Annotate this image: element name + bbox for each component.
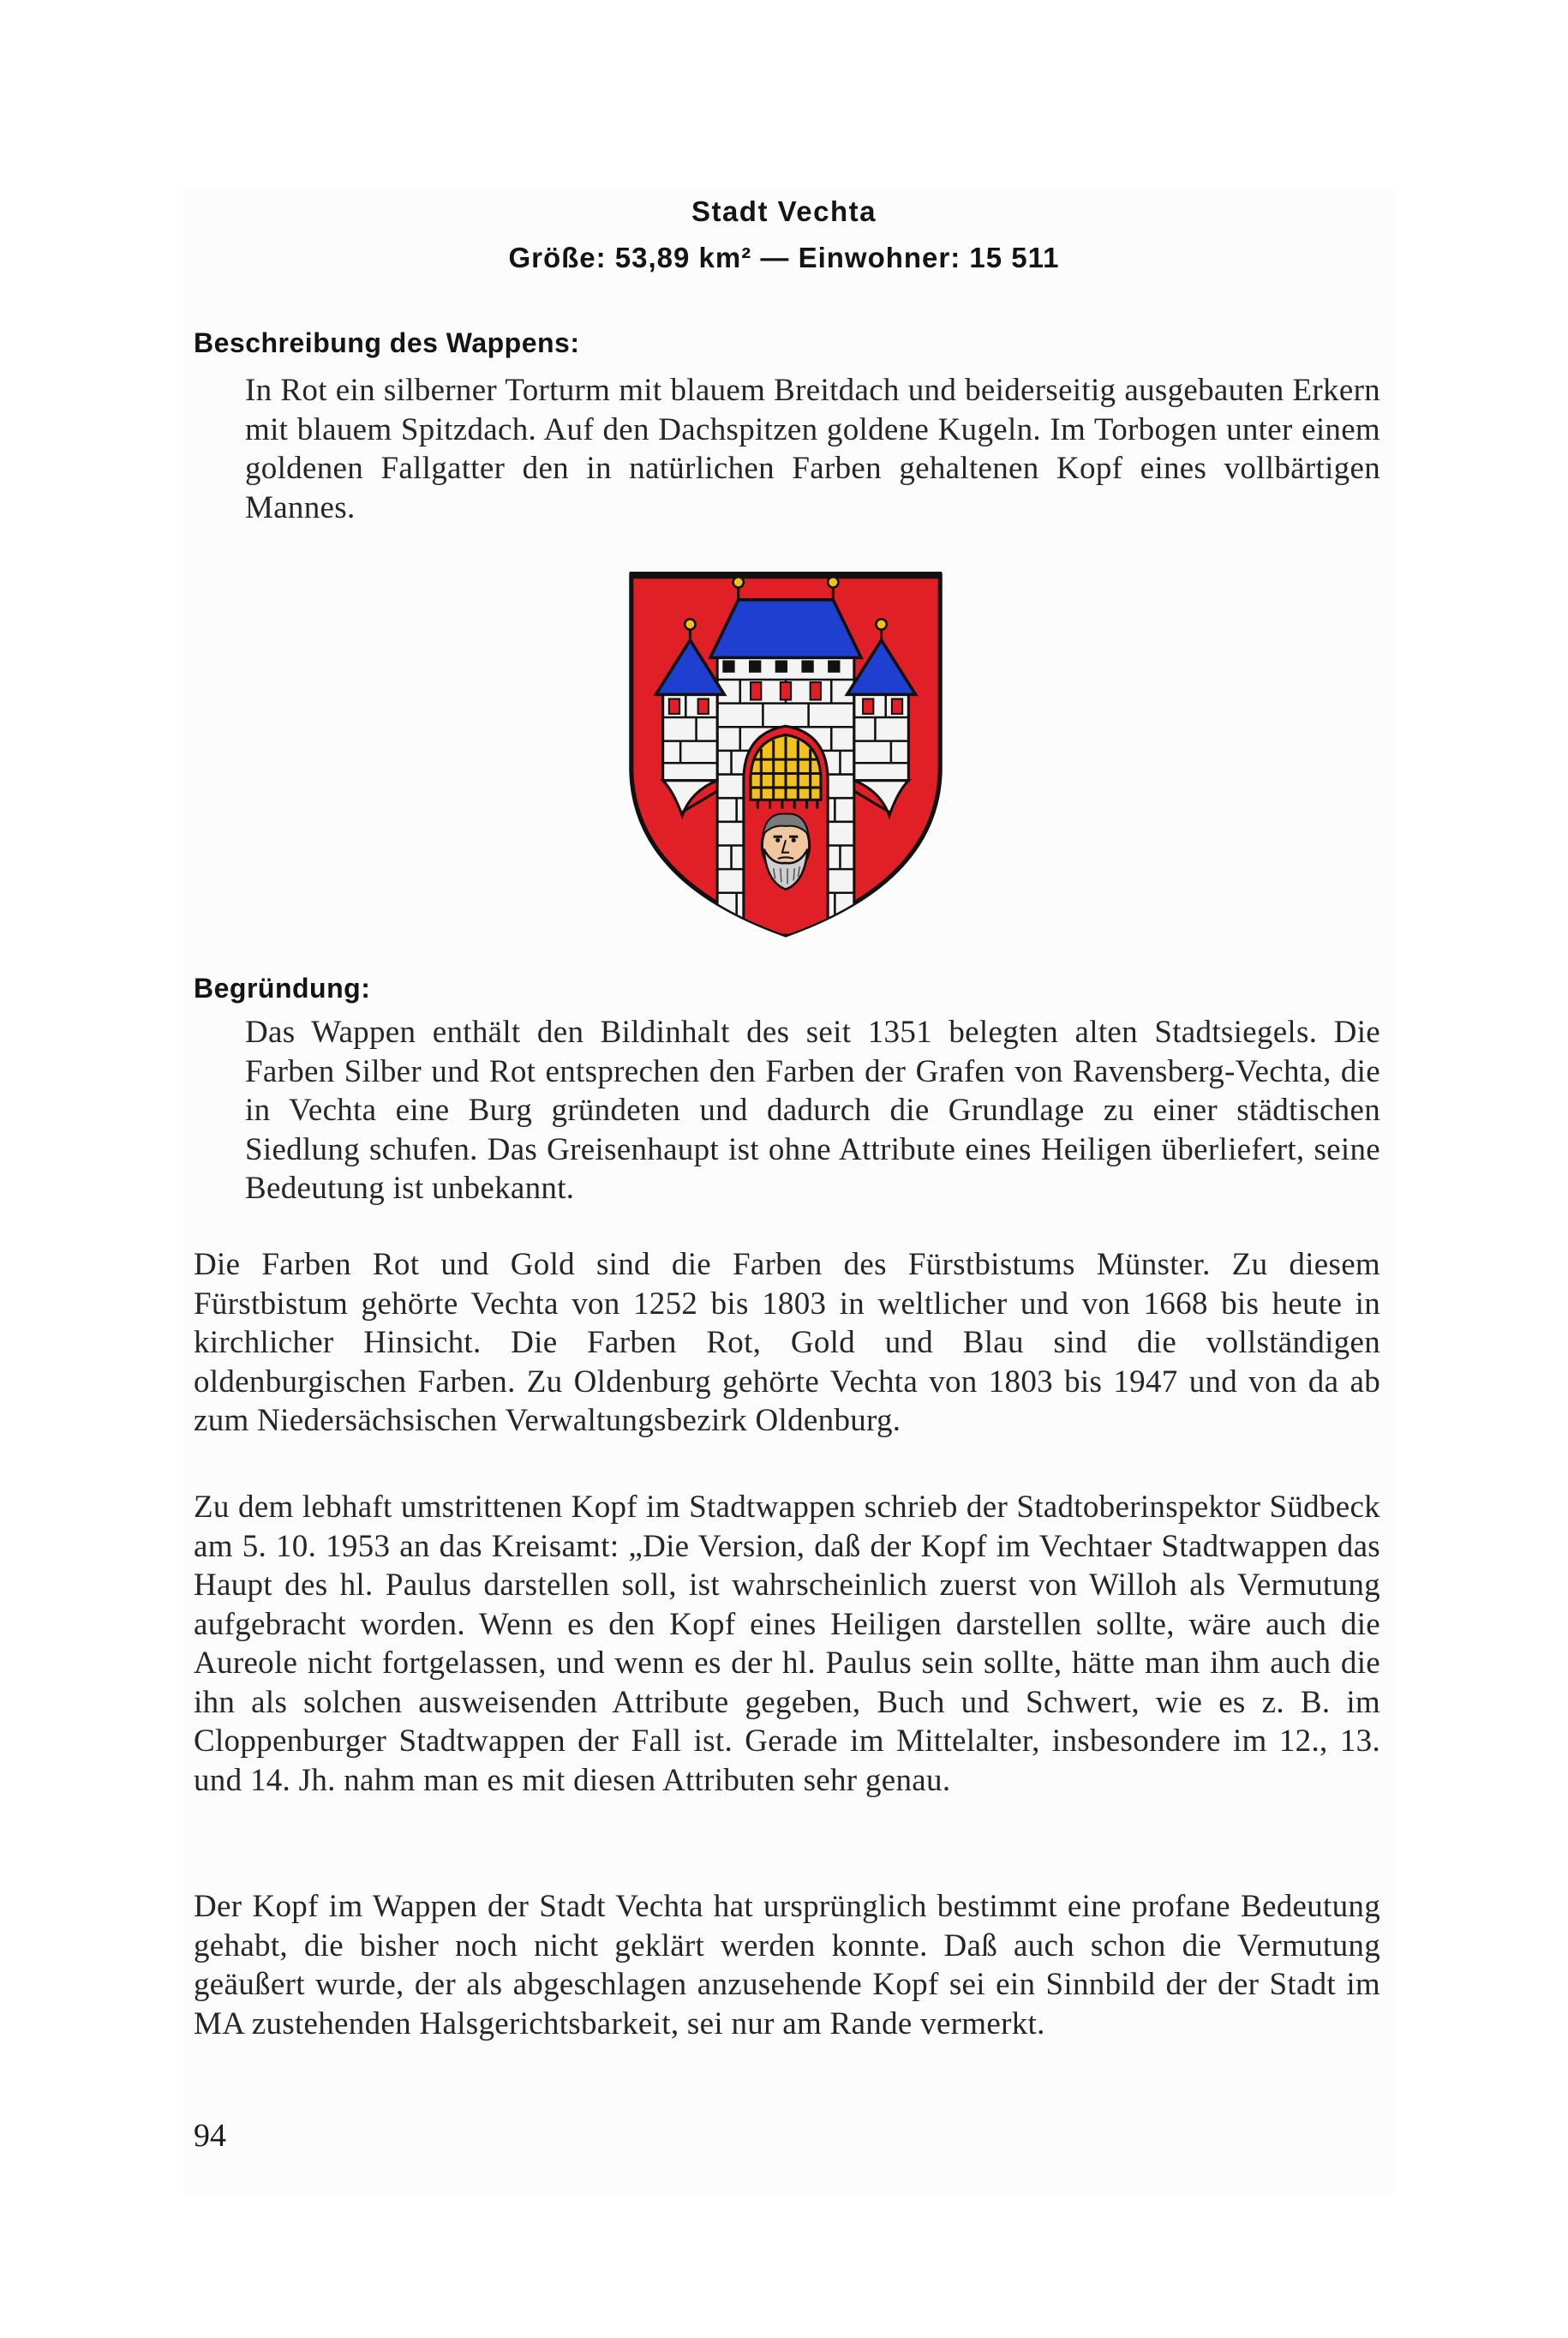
portcullis xyxy=(751,734,821,808)
description-heading: Beschreibung des Wappens: xyxy=(194,327,580,358)
reasoning-paragraph-3: Zu dem lebhaft umstrittenen Kopf im Stadtwappen schrieb der Stadtoberinspektor Südbeck am 5. 10. 1953 an das Kreisamt: „Die Version, daß der Kopf im Vechtaer Stadtwappen das Haupt des hl. Paulus darstellen soll, ist wahrscheinlich zuerst von Willoh als Vermutung aufgebracht worden. Wenn es den Kopf eines Heiligen darstellen sollte, wäre auch die Aureole nicht fortgelassen, und wenn es der hl. Paulus sein sollte, hätte man ihm auch die ihn als solchen ausweisenden Attribute gegeben, Buch und Schwert, wie es z. B. im Cloppenburger Stadtwappen der Fall ist. Gerade im Mittelalter, insbesondere im 12., 13. und 14. Jh. nahm man es mit diesen Attributen sehr genau. xyxy=(194,1490,1380,1798)
reasoning-paragraph-2: Die Farben Rot und Gold sind die Farben des Fürstbistums Münster. Zu diesem Fürstbistum gehörte Vechta von 1252 bis 1803 in weltlicher und von 1668 bis heute in kirchlicher Hinsicht. Die Farben Rot, Gold und Blau sind die vollständigen oldenburgischen Farben. Zu Oldenburg gehörte Vechta von 1803 bis 1947 und von da ab zum Niedersächsischen Verwaltungsbezirk Oldenburg. xyxy=(194,1247,1380,1438)
reasoning-heading: Begründung: xyxy=(194,973,371,1004)
page-title: Stadt Vechta xyxy=(691,195,877,227)
page-number: 94 xyxy=(194,2118,226,2154)
reasoning-paragraph-4: Der Kopf im Wappen der Stadt Vechta hat ursprünglich bestimmt eine profane Bedeutung gehabt, die bisher noch nicht geklärt werden konnte. Daß auch schon die Vermutung geäußert wurde, der als abgeschlagen anzusehende Kopf sei ein Sinnbild der der Stadt im MA zustehenden Halsgerichtsbarkeit, sei nur am Rande vermerkt. xyxy=(194,1889,1380,2041)
description-text: In Rot ein silberner Torturm mit blauem Breitdach und beiderseitig ausgebauten Erkern mit blauem Spitzdach. Auf den Dachspitzen goldene Kugeln. Im Torbogen unter einem goldenen Fallgatter den in natürlichen Farben gehaltenen Kopf eines vollbärtigen Mannes. xyxy=(245,373,1380,525)
area-population-line: Größe: 53,89 km² — Einwohner: 15 511 xyxy=(508,242,1060,273)
coat-of-arms xyxy=(627,570,944,938)
tower-windows xyxy=(751,682,821,699)
reasoning-paragraph-1: Das Wappen enthält den Bildinhalt des seit 1351 belegten alten Stadtsiegels. Die Farben Silber und Rot entsprechen den Farben der Grafen von Ravensberg-Vechta, die in Vechta eine Burg gründeten und dadurch die Grundlage zu einer städtischen Siedlung schufen. Das Greisenhaupt ist ohne Attribute eines Heiligen überliefert, seine Bedeutung ist unbekannt. xyxy=(245,1015,1380,1206)
